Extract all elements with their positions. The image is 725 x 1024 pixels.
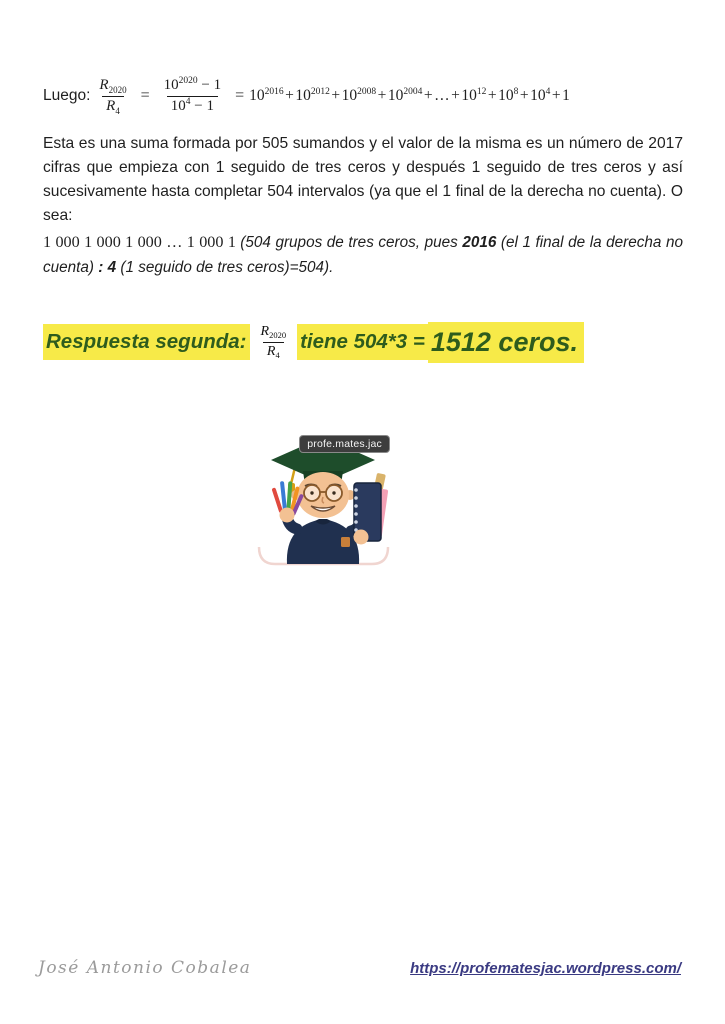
equals-sign: = xyxy=(235,87,245,104)
number-pattern: 1 000 1 000 1 000 … 1 000 1 xyxy=(43,233,241,251)
answer-fraction: $\frac{R_{2020}}{R_4}$ xyxy=(260,324,287,360)
number-pattern-line: 1 000 1 000 1 000 … 1 000 1 (504 grupos de tres ceros, pues 2016 (el 1 final de la derecha no cuenta) : 4 (1 seguido de tres ceros)=504). xyxy=(43,233,684,276)
equals-sign: = xyxy=(140,87,150,104)
power-sum: $10^{2016}+10^{2012}+10^{2008}+10^{2004}+\dots+10^{12}+10^8+10^4+1$ xyxy=(249,87,570,104)
highlighted-answer xyxy=(43,314,584,370)
avatar-name-badge: profe.mates.jac xyxy=(299,435,390,453)
answer-prefix: Respuesta segunda: xyxy=(43,324,250,360)
fraction-powers: $\frac{10^{2020} - 1}{10^4 - 1}$ xyxy=(163,76,222,114)
formula-label: Luego: xyxy=(43,87,91,104)
answer-middle: tiene 504*3 = xyxy=(297,324,428,360)
answer-result: 1512 ceros. xyxy=(428,322,584,363)
explanation-paragraph: Esta es una suma formada por 505 sumandos y el valor de la misma es un número de 2017 cifras que empieza con 1 seguido de tres ceros y después 1 seguido de tres ceros y así sucesivamente hasta completar 504 intervalos (ya que el 1 final de la derecha no cuenta). O sea: xyxy=(43,135,683,224)
author-signature: José Antonio Cobalea xyxy=(38,958,252,978)
fraction-r2020-r4: $\frac{R_{2020}}{R_4}$ xyxy=(99,77,127,116)
formula-line xyxy=(43,66,570,126)
website-link[interactable]: https://profematesjac.wordpress.com/ xyxy=(410,960,681,977)
teacher-avatar-image xyxy=(257,429,390,566)
